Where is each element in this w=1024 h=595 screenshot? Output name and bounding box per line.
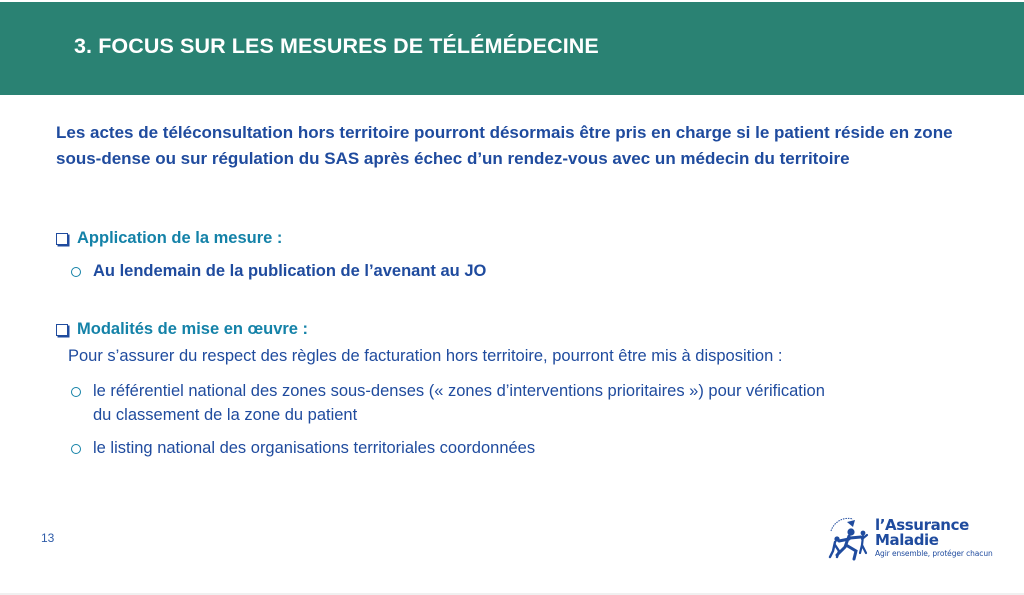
circle-bullet-icon — [71, 267, 81, 277]
list-item-text-line2: du classement de la zone du patient — [93, 406, 358, 424]
intro-paragraph: Les actes de téléconsultation hors territoire pourront désormais être pris en charge si le patient réside en zone sous-dense ou sur régulation du SAS après échec d’un rendez-vous avec un médecin du territoire — [56, 123, 953, 168]
logo-tagline: Agir ensemble, protéger chacun — [875, 548, 993, 558]
list-item — [71, 436, 535, 460]
logo-text — [875, 515, 993, 559]
circle-bullet-icon — [71, 444, 81, 454]
list-item-text: Au lendemain de la publication de l’avenant au JO — [93, 262, 487, 280]
checkbox-icon — [56, 324, 68, 336]
page-title: 3. FOCUS SUR LES MESURES DE TÉLÉMÉDECINE — [74, 34, 599, 58]
family-emblem-icon — [825, 515, 873, 561]
section-heading-label: Application de la mesure : — [77, 229, 283, 247]
page-number: 13 — [41, 531, 55, 545]
checkbox-icon — [56, 233, 68, 245]
section-intro-text: Pour s’assurer du respect des règles de facturation hors territoire, pourront être mis à disposition : — [68, 347, 783, 365]
circle-bullet-icon — [71, 387, 81, 397]
list-item — [71, 259, 486, 283]
logo-line1: l’Assurance — [875, 515, 969, 534]
section-heading-label: Modalités de mise en œuvre : — [77, 320, 309, 338]
assurance-maladie-logo — [825, 512, 993, 564]
section-heading-application — [55, 229, 282, 248]
logo-line2: Maladie — [875, 530, 939, 549]
header-band — [0, 2, 1024, 95]
list-item-text-line1: le référentiel national des zones sous-denses (« zones d’interventions prioritaires ») pour vérification — [93, 382, 825, 400]
list-item-text: le listing national des organisations territoriales coordonnées — [93, 439, 536, 457]
section-heading-modalites — [55, 320, 308, 339]
list-item — [71, 379, 825, 427]
